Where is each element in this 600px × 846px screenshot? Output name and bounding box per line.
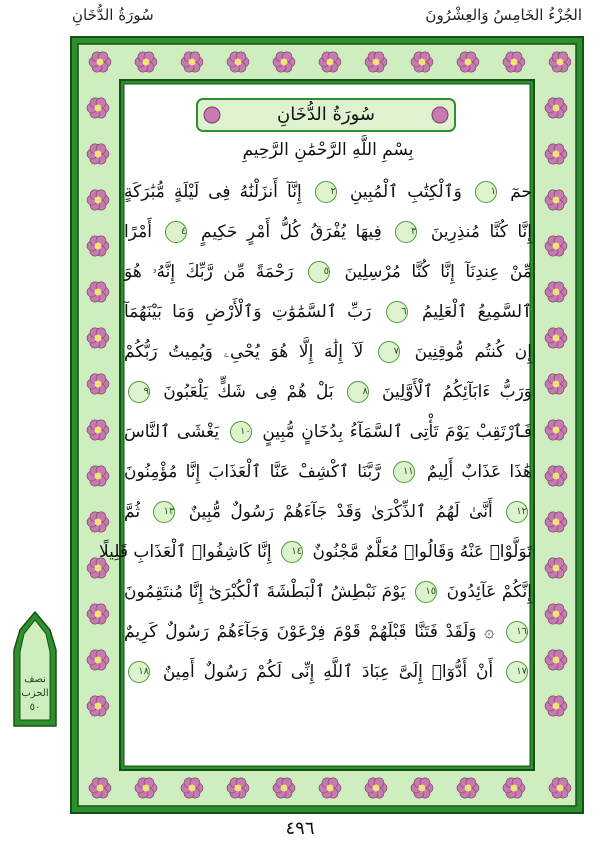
ayah-number-marker: ٤: [165, 221, 187, 243]
verse-line: [124, 212, 532, 252]
verse-text: بَلْ هُمْ فِى شَكٍّ يَلْعَبُونَ: [163, 382, 334, 402]
flower-ornament: [273, 778, 295, 798]
verse-line: [124, 412, 532, 452]
flower-ornament: [545, 512, 567, 532]
verse-text: إِنَّا كُنَّا مُنذِرِينَ: [430, 222, 533, 242]
ayah-number-marker: ٩: [128, 381, 150, 403]
hizb-label-2: الحزب: [21, 688, 49, 699]
flower-ornament: [503, 52, 525, 72]
ayah-number-marker: ٨: [347, 381, 369, 403]
flower-ornament: [89, 52, 111, 72]
flower-ornament: [545, 696, 567, 716]
ayah-number-marker: ٦: [386, 301, 408, 323]
flower-ornament: [545, 144, 567, 164]
verse-text: ٱلسَّمِيعُ ٱلْعَلِيمُ: [421, 302, 532, 322]
verse-line: [124, 172, 532, 212]
verse-text: فِيهَا يُفْرَقُ كُلُّ أَمْرٍ حَكِيمٍ: [201, 222, 382, 242]
flower-ornament: [87, 650, 109, 670]
verse-text: رَّبَّنَا ٱكْشِفْ عَنَّا ٱلْعَذَابَ إِنَّا مُؤْمِنُونَ: [124, 462, 381, 482]
verse-line: [124, 572, 532, 612]
ayah-number-marker: ١٠: [230, 421, 252, 443]
verse-text: مِّنْ عِندِنَآ إِنَّا كُنَّا مُرْسِلِينَ: [344, 262, 532, 282]
ayah-number-marker: ١٥: [415, 581, 437, 603]
verse-line: [124, 332, 532, 372]
basmala: بِسْمِ اللَّهِ الرَّحْمَٰنِ الرَّحِيمِ: [242, 140, 414, 160]
verse-text: تَوَلَّوْا۟ عَنْهُ وَقَالُوا۟ مُعَلَّمٌ مَّجْنُونٌ: [312, 542, 532, 562]
flower-ornament: [411, 778, 433, 798]
verse-text: إِنَّا كَاشِفُوا۟ ٱلْعَذَابِ قَلِيلًا: [98, 542, 272, 562]
flower-ornament: [87, 98, 109, 118]
verse-text: رَحْمَةً مِّن رَّبِّكَ إِنَّهُۥ هُوَ: [124, 262, 294, 282]
verse-text: وَٱلْكِتَٰبِ ٱلْمُبِينِ: [349, 182, 462, 202]
flower-ornament: [411, 52, 433, 72]
flower-ornament: [135, 52, 157, 72]
flower-ornament: [227, 778, 249, 798]
verse-text: ثُمَّ: [124, 502, 141, 522]
flower-ornament: [365, 52, 387, 72]
flower-ornament: [549, 778, 571, 798]
verse-text: أَنْ أَدُّوٓا۟ إِلَىَّ عِبَادَ ٱللَّهِ إِنِّى لَكُمْ رَسُولٌ أَمِينٌ: [162, 662, 494, 682]
flower-ornament: [545, 236, 567, 256]
flower-ornament: [87, 282, 109, 302]
flower-ornament: [181, 778, 203, 798]
hizb-label-1: نصف: [24, 674, 46, 685]
flower-ornament: [545, 420, 567, 440]
flower-ornament: [87, 328, 109, 348]
verse-line: [124, 372, 532, 412]
flower-ornament: [87, 696, 109, 716]
ayah-number-marker: ٧: [378, 341, 400, 363]
verse-text: يَوْمَ نَبْطِشُ ٱلْبَطْشَةَ ٱلْكُبْرَىٰٓ إِنَّا مُنتَقِمُونَ: [124, 582, 406, 602]
surah-header: سُورَةُ الدُّخَانِ: [72, 6, 154, 24]
ayah-number-marker: ١٤: [281, 541, 303, 563]
verse-line: [124, 492, 532, 532]
ayah-number-marker: ١٧: [506, 661, 528, 683]
flower-ornament: [87, 190, 109, 210]
verse-text: وَرَبُّ ءَابَآئِكُمُ ٱلْأَوَّلِينَ: [382, 382, 532, 402]
hizb-label-3: ٥٠: [29, 702, 41, 713]
flower-ornament: [273, 52, 295, 72]
flower-ornament: [545, 98, 567, 118]
flower-ornament: [135, 778, 157, 798]
verse-text: إِن كُنتُم مُّوقِنِينَ: [414, 342, 533, 362]
flower-ornament: [545, 650, 567, 670]
flower-ornament: [87, 512, 109, 532]
flower-ornament: [545, 374, 567, 394]
flower-ornament: [545, 558, 567, 578]
flower-ornament: [181, 52, 203, 72]
flower-ornament: [87, 604, 109, 624]
verse-line: [124, 612, 532, 652]
flower-ornament: [545, 282, 567, 302]
ayah-number-marker: ٥: [308, 261, 330, 283]
flower-ornament: [545, 190, 567, 210]
flower-ornament: [365, 778, 387, 798]
ayah-number-marker: ١٦: [506, 621, 528, 643]
verse-line: [98, 532, 532, 572]
verse-text: أَمْرًا: [124, 222, 152, 242]
verse-line: [124, 652, 532, 692]
flower-ornament: [545, 604, 567, 624]
flower-ornament: [87, 236, 109, 256]
flower-ornament: [87, 374, 109, 394]
flower-ornament: [503, 778, 525, 798]
verse-text: أَنَّىٰ لَهُمُ ٱلذِّكْرَىٰ وَقَدْ جَآءَهُمْ رَسُولٌ مُّبِينٌ: [188, 502, 493, 522]
verse-line: [124, 252, 532, 292]
flower-ornament: [227, 52, 249, 72]
flower-ornament: [457, 52, 479, 72]
verse-text: إِنَّآ أَنزَلْنَٰهُ فِى لَيْلَةٍ مُّبَٰرَكَةٍ: [124, 182, 302, 202]
surah-title: سُورَةُ الدُّخَانِ: [277, 104, 375, 125]
flower-ornament: [319, 52, 341, 72]
verse-text: يَغْشَى ٱلنَّاسَ: [124, 422, 220, 442]
verse-text: حمٓ: [510, 182, 533, 202]
ayah-number-marker: ٢: [315, 181, 337, 203]
verse-text: رَبِّ ٱلسَّمَٰوَٰتِ وَٱلْأَرْضِ وَمَا بَيْنَهُمَآ: [124, 302, 372, 322]
verse-text: هَٰذَا عَذَابٌ أَلِيمٌ: [426, 462, 533, 482]
flower-ornament: [457, 778, 479, 798]
ayah-number-marker: ١: [475, 181, 497, 203]
ayah-number-marker: ١١: [393, 461, 415, 483]
verse-text: إِنَّكُمْ عَآئِدُونَ: [446, 582, 532, 602]
verse-text: ۞ وَلَقَدْ فَتَنَّا قَبْلَهُمْ قَوْمَ فِرْعَوْنَ وَجَآءَهُمْ رَسُولٌ كَرِيمٌ: [124, 622, 495, 642]
flower-ornament: [545, 328, 567, 348]
verse-lines: [98, 172, 533, 692]
ayah-number-marker: ١٢: [506, 501, 528, 523]
flower-ornament: [89, 778, 111, 798]
flower-ornament: [87, 420, 109, 440]
ayah-number-marker: ١٣: [153, 501, 175, 523]
juz-header: الجُزْءُ الخَامِسُ وَالعِشْرُونَ: [425, 6, 582, 24]
flower-ornament: [545, 466, 567, 486]
verse-text: فَٱرْتَقِبْ يَوْمَ تَأْتِى ٱلسَّمَآءُ بِدُخَانٍ مُّبِينٍ: [262, 422, 533, 442]
flower-ornament: [87, 466, 109, 486]
flower-ornament: [549, 52, 571, 72]
flower-ornament: [319, 778, 341, 798]
flower-ornament: [87, 144, 109, 164]
verse-text: لَآ إِلَٰهَ إِلَّا هُوَ يُحْىِۦ وَيُمِيتُ رَبُّكُمْ: [124, 342, 364, 362]
verse-line: [124, 292, 532, 332]
ayah-number-marker: ٣: [395, 221, 417, 243]
verse-line: [124, 452, 532, 492]
ayah-number-marker: ١٨: [128, 661, 150, 683]
page-number: ٤٩٦: [285, 818, 315, 839]
